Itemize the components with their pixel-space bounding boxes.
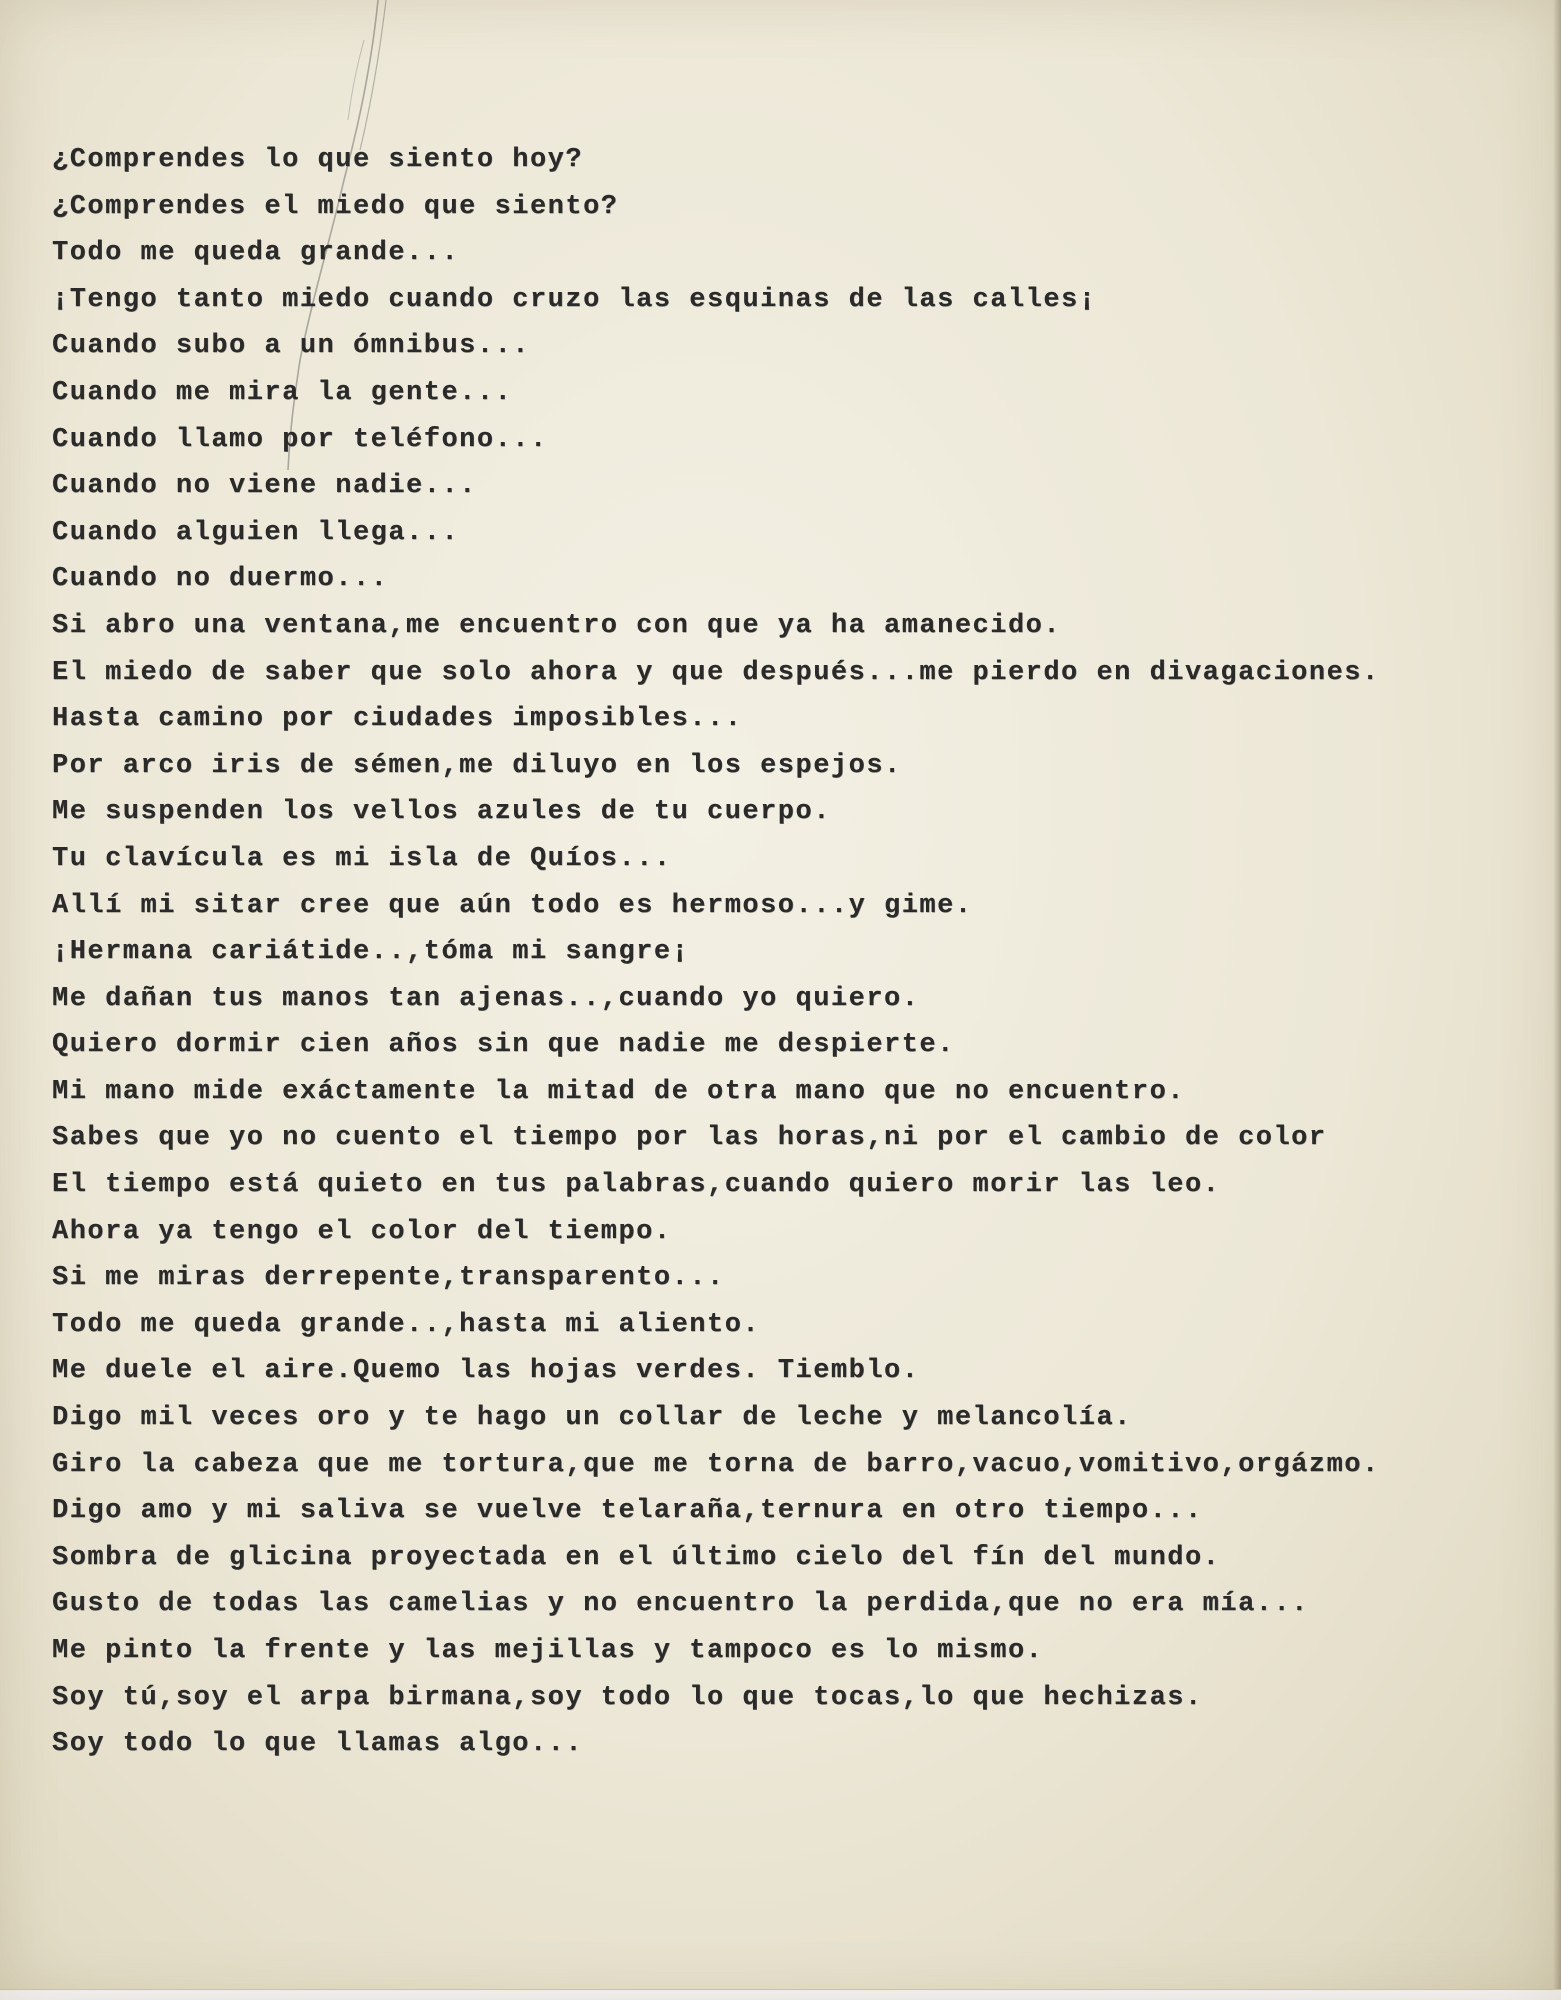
poem-line: Quiero dormir cien años sin que nadie me despierte. [52, 1030, 955, 1061]
poem-line: Me suspenden los vellos azules de tu cuerpo. [52, 797, 831, 828]
page-right-edge [1553, 0, 1561, 2000]
poem-line: Todo me queda grande..,hasta mi aliento. [52, 1309, 761, 1340]
poem-line: ¿Comprendes el miedo que siento? [52, 191, 619, 222]
poem-line: ¿Comprendes lo que siento hoy? [52, 145, 584, 175]
poem-line: Cuando alguien llega... [52, 517, 460, 548]
poem-line: Giro la cabeza que me tortura,que me torna de barro,vacuo,vomitivo,orgázmo. [52, 1449, 1380, 1480]
poem-line: Cuando me mira la gente... [52, 377, 513, 408]
poem-line: Cuando llamo por teléfono... [52, 424, 548, 455]
poem-line: El miedo de saber que solo ahora y que después...me pierdo en divagaciones. [52, 657, 1380, 688]
poem-line: Digo amo y mi saliva se vuelve telaraña,ternura en otro tiempo... [52, 1496, 1203, 1527]
poem-line: Cuando no duermo... [52, 564, 389, 595]
poem-line: Soy todo lo que llamas algo... [52, 1729, 584, 1760]
poem-line: Si abro una ventana,me encuentro con que ya ha amanecido. [52, 610, 1062, 641]
poem-line: Allí mi sitar cree que aún todo es hermoso...y gime. [52, 890, 973, 921]
poem-line: Sabes que yo no cuento el tiempo por las horas,ni por el cambio de color [52, 1123, 1327, 1154]
poem-lines [52, 137, 1512, 1768]
poem-line: Ahora ya tengo el color del tiempo. [52, 1216, 672, 1247]
poem-line: Soy tú,soy el arpa birmana,soy todo lo que tocas,lo que hechizas. [52, 1682, 1203, 1713]
poem-line: Me duele el aire.Quemo las hojas verdes. Tiemblo. [52, 1356, 920, 1387]
poem-line: Hasta camino por ciudades imposibles... [52, 704, 743, 735]
poem-line: Cuando no viene nadie... [52, 471, 477, 502]
poem-line: Digo mil veces oro y te hago un collar de leche y melancolía. [52, 1403, 1132, 1434]
poem-line: Tu clavícula es mi isla de Quíos... [52, 843, 672, 874]
poem-line: Todo me queda grande... [52, 238, 460, 269]
poem-line: Sombra de glicina proyectada en el último cielo del fín del mundo. [52, 1542, 1221, 1573]
poem-line: Gusto de todas las camelias y no encuentro la perdida,que no era mía... [52, 1589, 1309, 1620]
poem-line: Mi mano mide exáctamente la mitad de otra mano que no encuentro. [52, 1076, 1185, 1107]
poem-line: Cuando subo a un ómnibus... [52, 331, 530, 362]
poem-line: Me pinto la frente y las mejillas y tampoco es lo mismo. [52, 1636, 1044, 1666]
poem-line: El tiempo está quieto en tus palabras,cuando quiero morir las leo. [52, 1170, 1221, 1201]
poem-line: Si me miras derrepente,transparento... [52, 1263, 725, 1294]
poem-line: ¡Hermana cariátide..,tóma mi sangre¡ [52, 937, 690, 968]
poem-line: Por arco iris de sémen,me diluyo en los espejos. [52, 750, 902, 781]
page-bottom-edge [0, 1989, 1561, 2000]
poem-line: Me dañan tus manos tan ajenas..,cuando yo quiero. [52, 983, 920, 1014]
poem-line: ¡Tengo tanto miedo cuando cruzo las esquinas de las calles¡ [52, 284, 1097, 315]
